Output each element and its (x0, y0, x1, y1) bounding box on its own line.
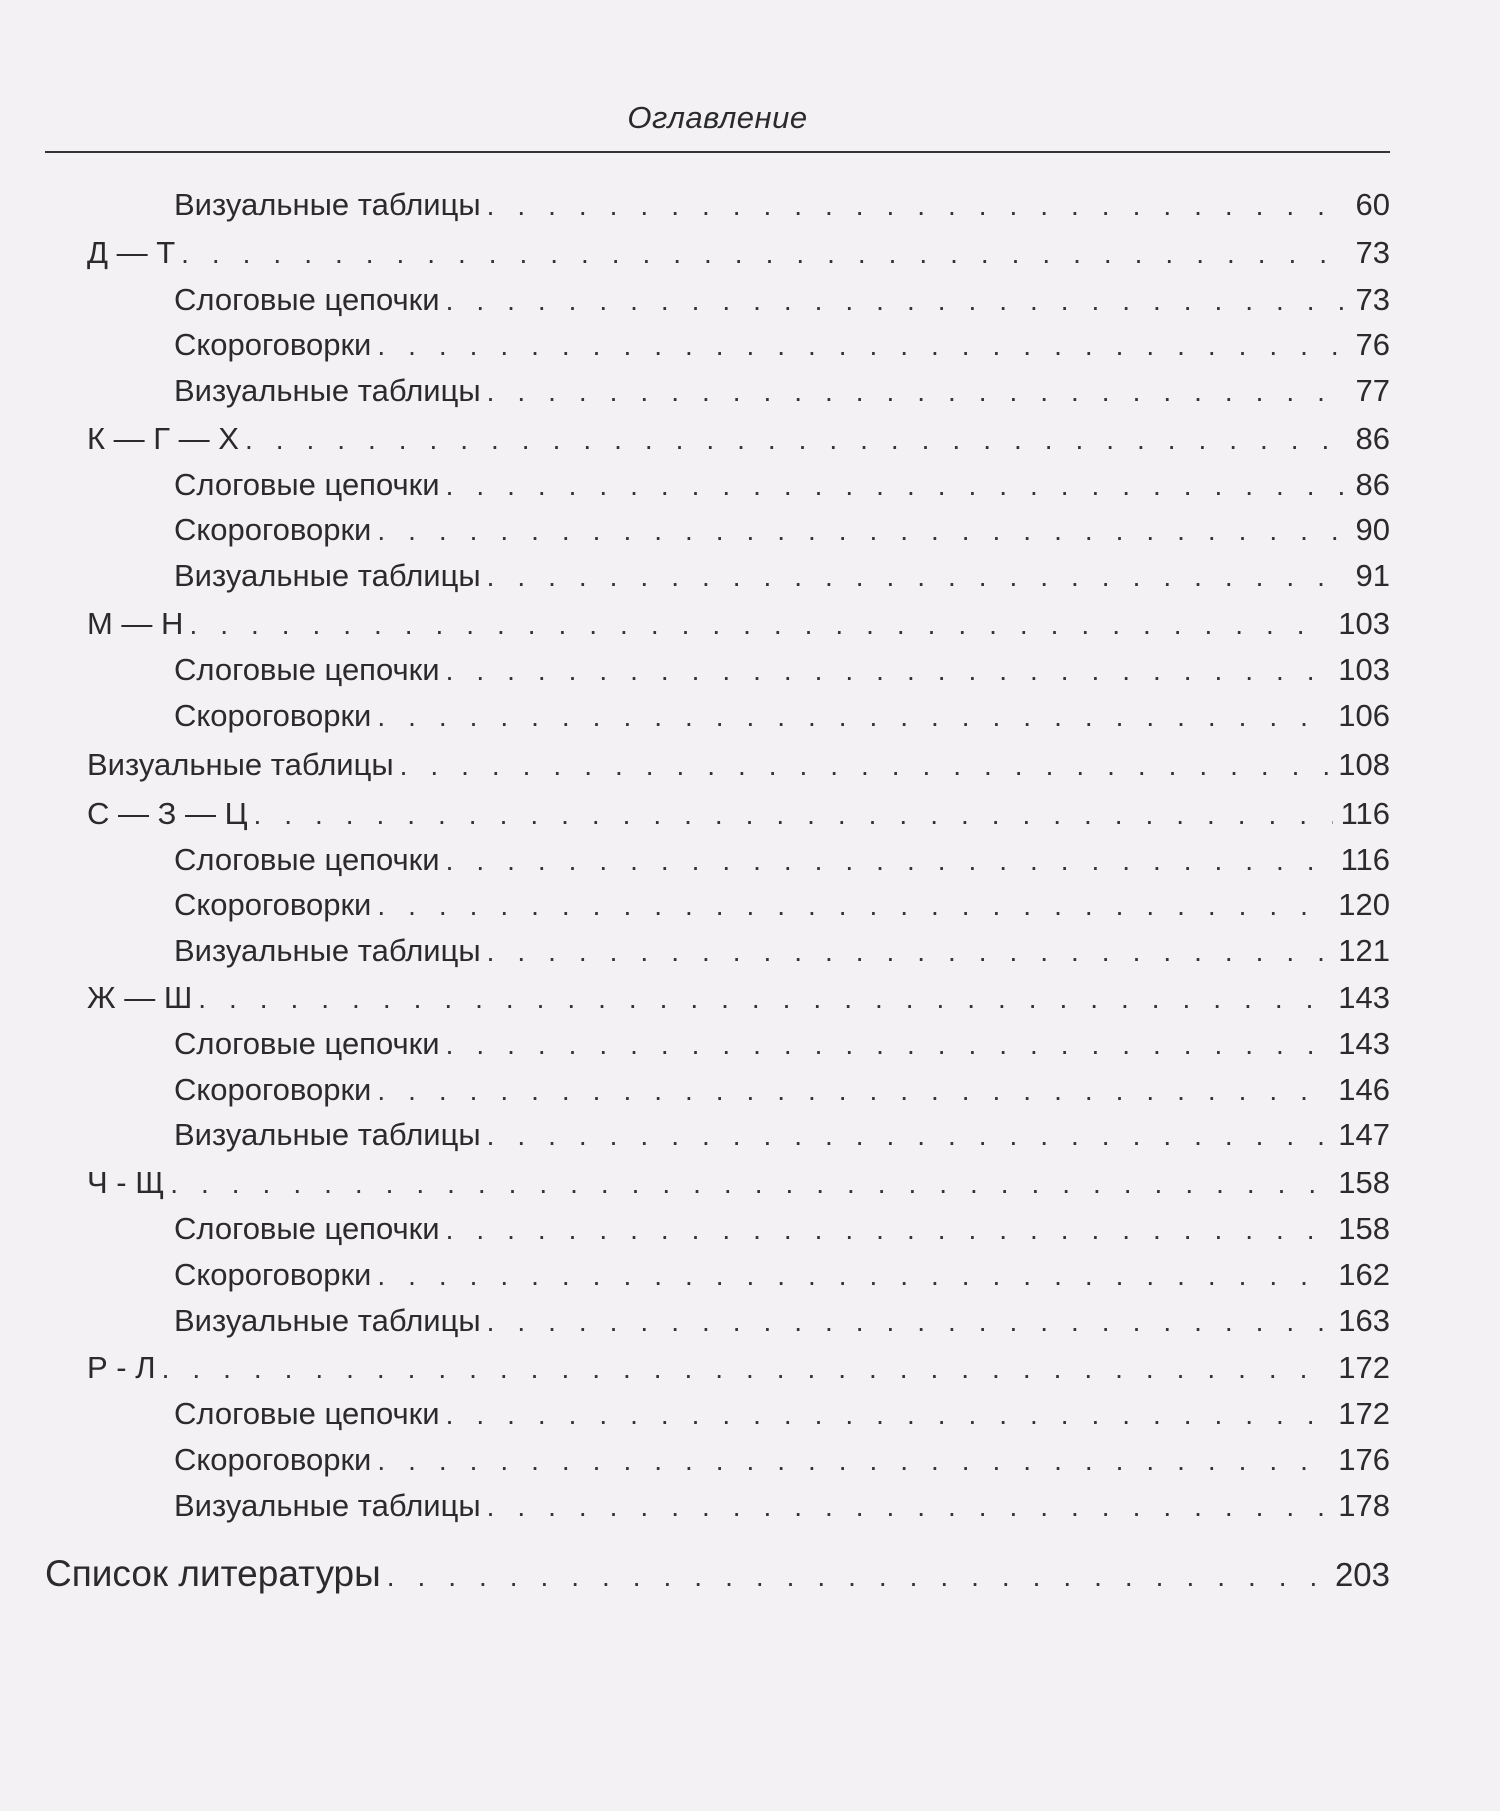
toc-entry-page: 176 (1338, 1442, 1390, 1477)
leader-dots (446, 1025, 1331, 1065)
toc-section[interactable] (87, 233, 1390, 273)
toc-entry-label: Слоговые цепочки (174, 1026, 440, 1061)
toc-entry-label: Скороговорки (174, 1257, 372, 1292)
toc-entry-page: 172 (1338, 1396, 1390, 1431)
toc-entry[interactable] (174, 1070, 1390, 1110)
leader-dots (377, 886, 1330, 926)
toc-entry[interactable] (174, 885, 1390, 925)
leader-dots (400, 746, 1331, 786)
leader-dots (446, 841, 1333, 881)
toc-entry[interactable] (174, 696, 1390, 736)
toc-entry[interactable] (174, 465, 1390, 505)
toc-entry[interactable] (174, 931, 1390, 971)
toc-entry-page: 146 (1338, 1072, 1390, 1107)
toc-section-page: 143 (1338, 980, 1390, 1015)
toc-entry[interactable] (174, 371, 1390, 411)
toc-section[interactable] (87, 978, 1390, 1018)
leader-dots (446, 466, 1348, 506)
toc-entry-page: 73 (1355, 282, 1390, 317)
toc-section-page: 158 (1338, 1165, 1390, 1200)
toc-entry-page: 86 (1355, 467, 1390, 502)
toc-entry[interactable] (174, 185, 1390, 225)
toc-entry-label: Слоговые цепочки (174, 1211, 440, 1246)
toc-entry-label: Визуальные таблицы (174, 933, 481, 968)
leader-dots (377, 1441, 1330, 1481)
toc-entry-page: 60 (1355, 187, 1390, 222)
toc-entry-page: 178 (1338, 1488, 1390, 1523)
toc-section[interactable] (87, 604, 1390, 644)
toc-section[interactable] (87, 794, 1390, 834)
toc-section[interactable] (87, 1348, 1390, 1388)
toc-bibliography-label: Список литературы (45, 1553, 381, 1594)
toc-entry-label: Визуальные таблицы (174, 558, 481, 593)
toc-entry-page: 162 (1338, 1257, 1390, 1292)
toc-entry-page: 76 (1355, 327, 1390, 362)
toc-entry[interactable] (174, 650, 1390, 690)
toc-section-label: Ж — Ш (87, 980, 193, 1015)
leader-dots (487, 557, 1348, 597)
toc-entry-label: Визуальные таблицы (174, 1117, 481, 1152)
toc-section[interactable] (87, 1163, 1390, 1203)
leader-dots (487, 186, 1348, 226)
toc-entry[interactable] (174, 1209, 1390, 1249)
toc-section-page: 116 (1340, 796, 1390, 831)
leader-dots (377, 511, 1347, 551)
leader-dots (446, 1395, 1331, 1435)
toc-section-label: Ч - Щ (87, 1165, 165, 1200)
toc-entry-label: Визуальные таблицы (174, 1303, 481, 1338)
toc-entry-label: Скороговорки (174, 1072, 372, 1107)
leader-dots (446, 1210, 1331, 1250)
toc-entry-page: 90 (1355, 512, 1390, 547)
toc-entry-page: 121 (1338, 933, 1390, 968)
toc-entry-label: Скороговорки (174, 512, 372, 547)
toc-entry-page: 158 (1338, 1211, 1390, 1246)
toc-entry-label: Слоговые цепочки (174, 467, 440, 502)
toc-section-label: Визуальные таблицы (87, 747, 394, 782)
toc-entry[interactable] (174, 510, 1390, 550)
leader-dots (377, 1256, 1330, 1296)
toc-entry[interactable] (174, 325, 1390, 365)
toc-entry[interactable] (174, 1486, 1390, 1526)
toc-section-page: 172 (1338, 1350, 1390, 1385)
toc-entry[interactable] (174, 556, 1390, 596)
toc-section-page: 108 (1338, 747, 1390, 782)
page-title: Оглавление (627, 100, 808, 135)
leader-dots (377, 326, 1347, 366)
toc-section-label: М — Н (87, 606, 184, 641)
toc-entry-label: Слоговые цепочки (174, 842, 440, 877)
toc-entry-label: Визуальные таблицы (174, 187, 481, 222)
toc-section-page: 103 (1338, 606, 1390, 641)
leader-dots (377, 697, 1330, 737)
toc-entry-label: Скороговорки (174, 887, 372, 922)
toc-entry-label: Визуальные таблицы (174, 1488, 481, 1523)
toc-entry-page: 147 (1338, 1117, 1390, 1152)
toc-entry-page: 91 (1355, 558, 1390, 593)
toc-entry-label: Слоговые цепочки (174, 282, 440, 317)
toc-entry-label: Слоговые цепочки (174, 652, 440, 687)
toc-entry[interactable] (174, 840, 1390, 880)
leader-dots (377, 1071, 1330, 1111)
toc-entry[interactable] (174, 1115, 1390, 1155)
toc-entry-page: 103 (1338, 652, 1390, 687)
toc-entry-page: 77 (1355, 373, 1390, 408)
leader-dots (162, 1349, 1331, 1389)
toc-entry-label: Скороговорки (174, 327, 372, 362)
toc-entry-page: 143 (1338, 1026, 1390, 1061)
toc-section[interactable] (87, 745, 1390, 785)
toc-entry-label: Визуальные таблицы (174, 373, 481, 408)
toc-bibliography[interactable] (45, 1551, 1390, 1597)
toc-entry-label: Слоговые цепочки (174, 1396, 440, 1431)
leader-dots (487, 372, 1348, 412)
leader-dots (189, 605, 1330, 645)
toc-bibliography-page: 203 (1334, 1556, 1390, 1593)
toc-entry[interactable] (174, 1024, 1390, 1064)
toc-entry[interactable] (174, 1440, 1390, 1480)
toc-section-page: 86 (1355, 421, 1390, 456)
leader-dots (487, 1302, 1331, 1342)
toc-entry[interactable] (174, 1394, 1390, 1434)
leader-dots (446, 651, 1331, 691)
toc-entry-page: 116 (1340, 842, 1390, 877)
toc-section-page: 73 (1355, 235, 1390, 270)
leader-dots (487, 932, 1331, 972)
leader-dots (446, 281, 1348, 321)
toc-entry-label: Скороговорки (174, 698, 372, 733)
toc-entry-label: Скороговорки (174, 1442, 372, 1477)
toc-entry[interactable] (174, 1301, 1390, 1341)
leader-dots (245, 420, 1348, 460)
leader-dots (181, 234, 1347, 274)
toc-section-label: С — З — Ц (87, 796, 248, 831)
header-rule (45, 151, 1390, 153)
toc-entry-page: 163 (1338, 1303, 1390, 1338)
leader-dots (487, 1116, 1331, 1156)
toc-entry[interactable] (174, 280, 1390, 320)
toc-section-label: К — Г — Х (87, 421, 239, 456)
leader-dots (254, 795, 1333, 835)
toc-entry[interactable] (174, 1255, 1390, 1295)
toc-section-label: Д — Т (87, 235, 176, 270)
toc-section-label: Р - Л (87, 1350, 156, 1385)
leader-dots (170, 1164, 1330, 1204)
toc-entry-page: 106 (1338, 698, 1390, 733)
leader-dots (387, 1554, 1327, 1600)
toc-section[interactable] (87, 419, 1390, 459)
leader-dots (198, 979, 1330, 1019)
leader-dots (487, 1487, 1331, 1527)
toc-entry-page: 120 (1338, 887, 1390, 922)
